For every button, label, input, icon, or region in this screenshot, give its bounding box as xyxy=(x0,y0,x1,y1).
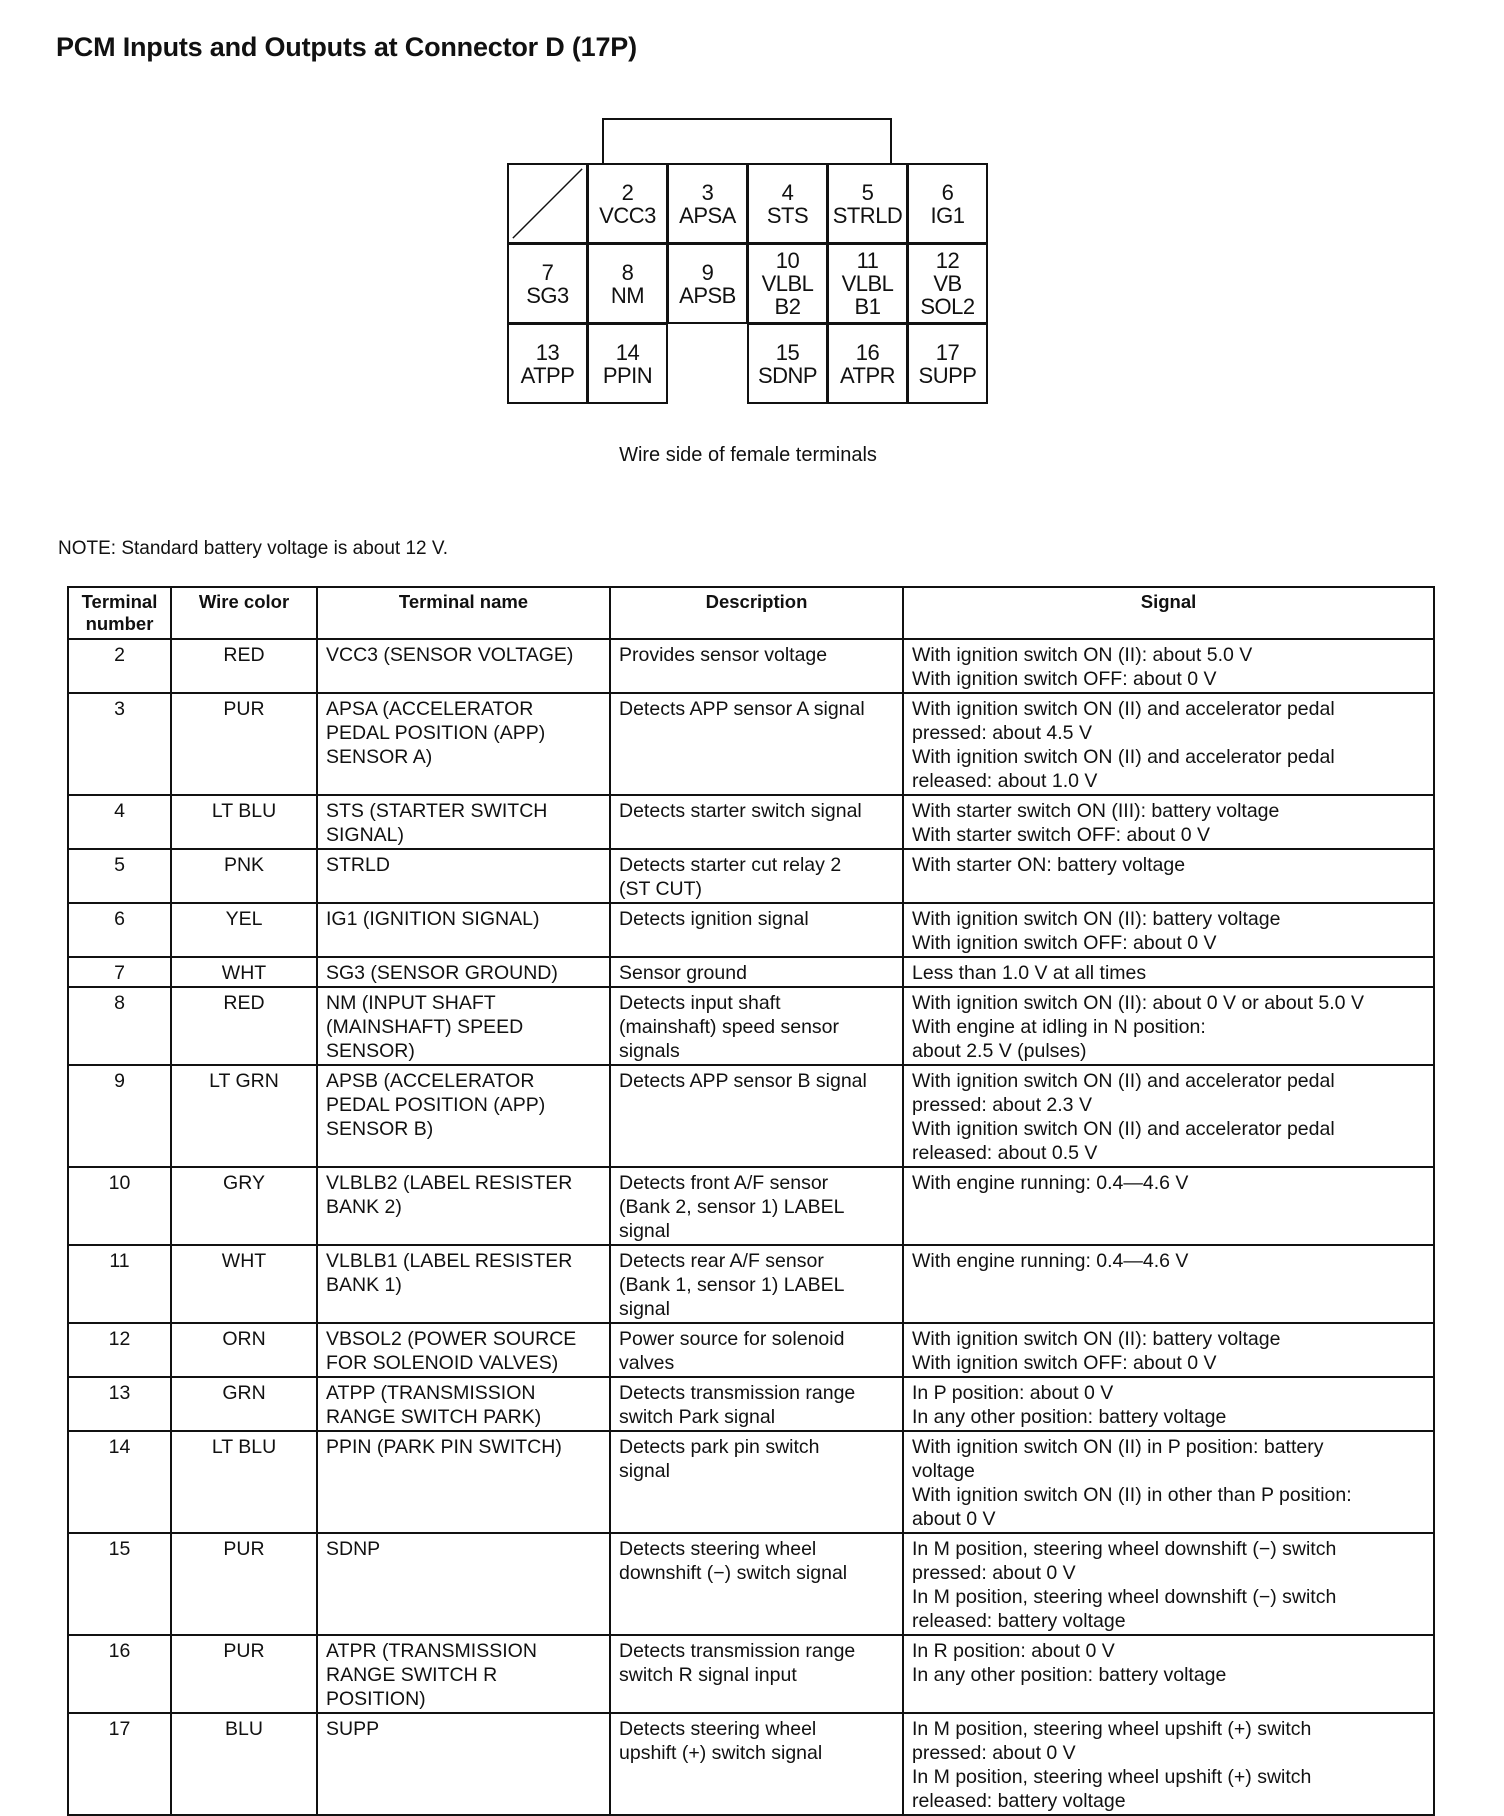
table-row xyxy=(68,795,1434,849)
description-cell: Detects steering wheel upshift (+) switch signal xyxy=(610,1713,903,1815)
wire-color-cell: PNK xyxy=(171,849,317,903)
signal-table xyxy=(67,586,1435,1816)
header-terminal-name: Terminal name xyxy=(317,587,610,639)
note-text: NOTE: Standard battery voltage is about 12 V. xyxy=(58,538,449,559)
table-row xyxy=(68,1167,1434,1245)
terminal-number: 4 xyxy=(781,179,794,205)
table-row xyxy=(68,1377,1434,1431)
terminal-label: PPIN xyxy=(602,362,653,388)
terminal-number: 11 xyxy=(856,248,879,273)
signal-cell: With ignition switch ON (II): about 0 V or about 5.0 V With engine at idling in N position: about 2.5 V (pulses) xyxy=(903,987,1434,1065)
terminal-name-cell: PPIN (PARK PIN SWITCH) xyxy=(317,1431,610,1533)
terminal-number: 15 xyxy=(775,339,800,365)
connector-cell-unused xyxy=(507,163,588,244)
terminal-number-cell: 17 xyxy=(68,1713,171,1815)
connector-terminal xyxy=(587,243,668,324)
connector-terminal xyxy=(587,163,668,244)
terminal-number-cell: 10 xyxy=(68,1167,171,1245)
signal-cell: In R position: about 0 V In any other position: battery voltage xyxy=(903,1635,1434,1713)
wire-color-cell: ORN xyxy=(171,1323,317,1377)
terminal-label: VLBL B2 xyxy=(761,271,814,319)
wire-color-cell: PUR xyxy=(171,693,317,795)
terminal-number-cell: 9 xyxy=(68,1065,171,1167)
terminal-number-cell: 7 xyxy=(68,957,171,987)
wire-color-cell: GRN xyxy=(171,1377,317,1431)
header-description: Description xyxy=(610,587,903,639)
wire-color-cell: LT BLU xyxy=(171,1431,317,1533)
table-row xyxy=(68,987,1434,1065)
table-row xyxy=(68,1635,1434,1713)
terminal-label: NM xyxy=(610,282,645,308)
signal-cell: In P position: about 0 V In any other position: battery voltage xyxy=(903,1377,1434,1431)
connector-diagram xyxy=(508,164,988,404)
description-cell: Detects starter cut relay 2 (ST CUT) xyxy=(610,849,903,903)
terminal-label: STS xyxy=(766,202,809,228)
terminal-number: 13 xyxy=(535,339,560,365)
signal-cell: With ignition switch ON (II): about 5.0 V With ignition switch OFF: about 0 V xyxy=(903,639,1434,693)
terminal-number-cell: 13 xyxy=(68,1377,171,1431)
terminal-label: SDNP xyxy=(757,362,818,388)
connector-terminal xyxy=(747,323,828,404)
header-wire-color: Wire color xyxy=(171,587,317,639)
wire-color-cell: LT GRN xyxy=(171,1065,317,1167)
connector-terminal xyxy=(907,243,988,324)
signal-cell: With ignition switch ON (II) in P position: battery voltage With ignition switch ON (II) in other than P position: about 0 V xyxy=(903,1431,1434,1533)
terminal-number: 14 xyxy=(615,339,640,365)
terminal-name-cell: VBSOL2 (POWER SOURCE FOR SOLENOID VALVES) xyxy=(317,1323,610,1377)
terminal-number: 8 xyxy=(621,259,634,285)
description-cell: Detects transmission range switch Park signal xyxy=(610,1377,903,1431)
signal-cell: In M position, steering wheel upshift (+) switch pressed: about 0 V In M position, steering wheel upshift (+) switch released: battery voltage xyxy=(903,1713,1434,1815)
terminal-name-cell: NM (INPUT SHAFT (MAINSHAFT) SPEED SENSOR) xyxy=(317,987,610,1065)
connector-terminal xyxy=(667,163,748,244)
signal-cell: With ignition switch ON (II): battery voltage With ignition switch OFF: about 0 V xyxy=(903,1323,1434,1377)
description-cell: Detects APP sensor A signal xyxy=(610,693,903,795)
terminal-number: 10 xyxy=(775,248,800,273)
terminal-number: 12 xyxy=(935,248,960,273)
terminal-number-cell: 8 xyxy=(68,987,171,1065)
description-cell: Detects input shaft (mainshaft) speed sensor signals xyxy=(610,987,903,1065)
signal-cell: With ignition switch ON (II) and accelerator pedal pressed: about 2.3 V With ignition switch ON (II) and accelerator pedal released: about 0.5 V xyxy=(903,1065,1434,1167)
connector-terminal xyxy=(827,163,908,244)
wire-color-cell: RED xyxy=(171,639,317,693)
description-cell: Detects APP sensor B signal xyxy=(610,1065,903,1167)
page-title: PCM Inputs and Outputs at Connector D (17P) xyxy=(56,32,637,62)
connector-terminal xyxy=(827,243,908,324)
wire-color-cell: GRY xyxy=(171,1167,317,1245)
description-cell: Provides sensor voltage xyxy=(610,639,903,693)
description-cell: Power source for solenoid valves xyxy=(610,1323,903,1377)
connector-terminal xyxy=(507,323,588,404)
terminal-number-cell: 4 xyxy=(68,795,171,849)
description-cell: Detects ignition signal xyxy=(610,903,903,957)
terminal-number: 9 xyxy=(701,259,714,285)
signal-cell: With starter ON: battery voltage xyxy=(903,849,1434,903)
terminal-number: 17 xyxy=(935,339,960,365)
wire-color-cell: RED xyxy=(171,987,317,1065)
terminal-name-cell: SDNP xyxy=(317,1533,610,1635)
header-terminal-number: Terminal number xyxy=(68,587,171,639)
terminal-label: VB SOL2 xyxy=(920,271,975,319)
connector-terminal xyxy=(907,323,988,404)
signal-cell: With ignition switch ON (II) and accelerator pedal pressed: about 4.5 V With ignition switch ON (II) and accelerator pedal released: about 1.0 V xyxy=(903,693,1434,795)
wire-color-cell: WHT xyxy=(171,957,317,987)
terminal-number-cell: 15 xyxy=(68,1533,171,1635)
terminal-number: 7 xyxy=(541,259,554,285)
terminal-number-cell: 12 xyxy=(68,1323,171,1377)
terminal-name-cell: VLBLB1 (LABEL RESISTER BANK 1) xyxy=(317,1245,610,1323)
terminal-label: APSB xyxy=(679,282,736,308)
terminal-label: SG3 xyxy=(526,282,569,308)
connector-terminal xyxy=(667,243,748,324)
terminal-number-cell: 11 xyxy=(68,1245,171,1323)
terminal-number: 5 xyxy=(861,179,874,205)
terminal-label: IG1 xyxy=(930,202,965,228)
terminal-label: SUPP xyxy=(918,362,977,388)
description-cell: Detects park pin switch signal xyxy=(610,1431,903,1533)
header-signal: Signal xyxy=(903,587,1434,639)
terminal-name-cell: SG3 (SENSOR GROUND) xyxy=(317,957,610,987)
terminal-label: APSA xyxy=(679,202,736,228)
signal-cell: With engine running: 0.4—4.6 V xyxy=(903,1167,1434,1245)
wire-color-cell: WHT xyxy=(171,1245,317,1323)
description-cell: Sensor ground xyxy=(610,957,903,987)
terminal-number: 6 xyxy=(941,179,954,205)
table-row xyxy=(68,1431,1434,1533)
terminal-label: VCC3 xyxy=(599,202,656,228)
terminal-name-cell: SUPP xyxy=(317,1713,610,1815)
terminal-label: ATPP xyxy=(520,362,575,388)
connector-terminal xyxy=(507,243,588,324)
terminal-label: VLBL B1 xyxy=(841,271,894,319)
terminal-name-cell: ATPP (TRANSMISSION RANGE SWITCH PARK) xyxy=(317,1377,610,1431)
terminal-name-cell: VLBLB2 (LABEL RESISTER BANK 2) xyxy=(317,1167,610,1245)
connector-terminal xyxy=(587,323,668,404)
terminal-number-cell: 3 xyxy=(68,693,171,795)
terminal-label: STRLD xyxy=(832,202,903,228)
wire-color-cell: PUR xyxy=(171,1635,317,1713)
wire-color-cell: PUR xyxy=(171,1533,317,1635)
table-row xyxy=(68,957,1434,987)
signal-cell: Less than 1.0 V at all times xyxy=(903,957,1434,987)
terminal-name-cell: STS (STARTER SWITCH SIGNAL) xyxy=(317,795,610,849)
terminal-number: 2 xyxy=(621,179,634,205)
connector-terminal xyxy=(747,243,828,324)
terminal-name-cell: APSB (ACCELERATOR PEDAL POSITION (APP) SENSOR B) xyxy=(317,1065,610,1167)
signal-cell: In M position, steering wheel downshift (−) switch pressed: about 0 V In M position, steering wheel downshift (−) switch released: battery voltage xyxy=(903,1533,1434,1635)
terminal-number-cell: 2 xyxy=(68,639,171,693)
table-row xyxy=(68,1065,1434,1167)
terminal-number-cell: 5 xyxy=(68,849,171,903)
table-row xyxy=(68,1713,1434,1815)
signal-cell: With ignition switch ON (II): battery voltage With ignition switch OFF: about 0 V xyxy=(903,903,1434,957)
wire-color-cell: BLU xyxy=(171,1713,317,1815)
table-row xyxy=(68,1533,1434,1635)
table-row xyxy=(68,849,1434,903)
table-row xyxy=(68,903,1434,957)
terminal-name-cell: IG1 (IGNITION SIGNAL) xyxy=(317,903,610,957)
table-row xyxy=(68,693,1434,795)
table-row xyxy=(68,1245,1434,1323)
signal-cell: With engine running: 0.4—4.6 V xyxy=(903,1245,1434,1323)
wire-color-cell: LT BLU xyxy=(171,795,317,849)
terminal-number: 3 xyxy=(701,179,714,205)
connector-terminal xyxy=(747,163,828,244)
connector-caption: Wire side of female terminals xyxy=(619,444,877,466)
connector-lock-tab xyxy=(602,118,892,164)
terminal-number-cell: 6 xyxy=(68,903,171,957)
description-cell: Detects rear A/F sensor (Bank 1, sensor 1) LABEL signal xyxy=(610,1245,903,1323)
terminal-number-cell: 14 xyxy=(68,1431,171,1533)
table-row xyxy=(68,1323,1434,1377)
terminal-name-cell: ATPR (TRANSMISSION RANGE SWITCH R POSITION) xyxy=(317,1635,610,1713)
terminal-number-cell: 16 xyxy=(68,1635,171,1713)
description-cell: Detects steering wheel downshift (−) switch signal xyxy=(610,1533,903,1635)
connector-cell-empty xyxy=(667,323,748,404)
terminal-name-cell: STRLD xyxy=(317,849,610,903)
signal-cell: With starter switch ON (III): battery voltage With starter switch OFF: about 0 V xyxy=(903,795,1434,849)
terminal-name-cell: VCC3 (SENSOR VOLTAGE) xyxy=(317,639,610,693)
table-header-row xyxy=(68,587,1434,639)
description-cell: Detects front A/F sensor (Bank 2, sensor 1) LABEL signal xyxy=(610,1167,903,1245)
description-cell: Detects starter switch signal xyxy=(610,795,903,849)
connector-terminal xyxy=(907,163,988,244)
table-row xyxy=(68,639,1434,693)
terminal-name-cell: APSA (ACCELERATOR PEDAL POSITION (APP) SENSOR A) xyxy=(317,693,610,795)
description-cell: Detects transmission range switch R signal input xyxy=(610,1635,903,1713)
wire-color-cell: YEL xyxy=(171,903,317,957)
connector-terminal xyxy=(827,323,908,404)
terminal-label: ATPR xyxy=(839,362,896,388)
terminal-number: 16 xyxy=(855,339,880,365)
